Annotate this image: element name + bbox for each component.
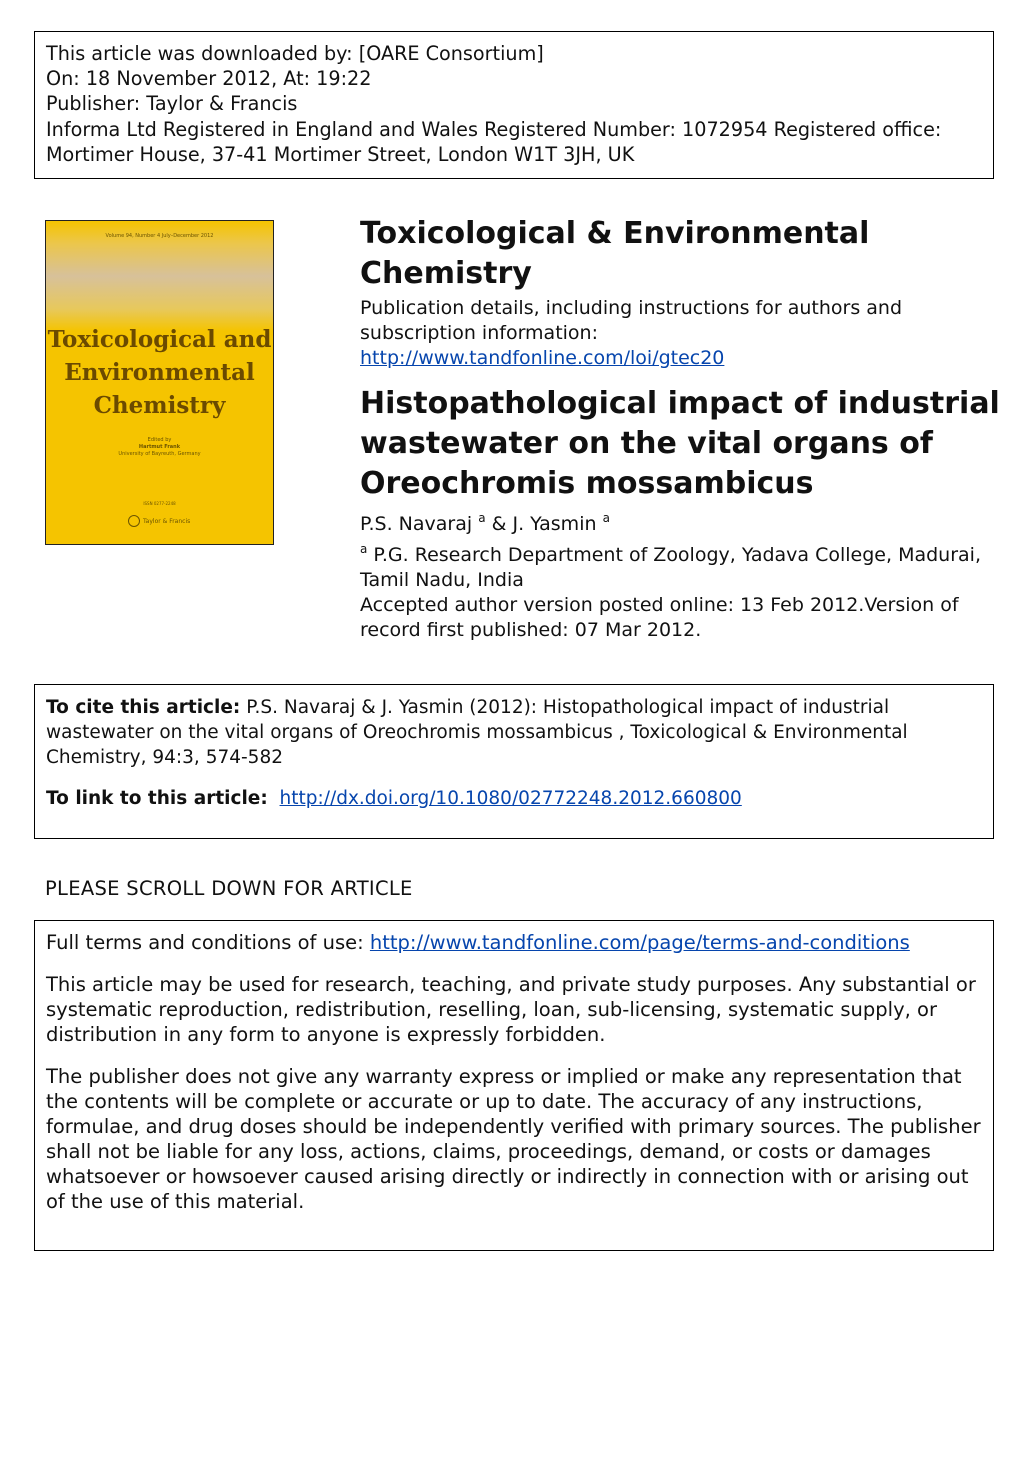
journal-cover-image [45,220,274,545]
download-line: This article was downloaded by: [OARE Consortium] [46,42,544,65]
citation [46,695,982,770]
author-affiliation-marker: a [602,511,610,525]
publication-details-text: Publication details, including instructions for authors and subscription information: [360,297,903,344]
citation-box [34,684,994,839]
cover-editor-name: Hartmut Frank [138,444,181,450]
link-label: To link to this article: [46,788,268,809]
affiliation-text: P.G. Research Department of Zoology, Yadava College, Madurai, Tamil Nadu, India [360,544,981,591]
terms-link[interactable]: http://www.tandfonline.com/page/terms-and-conditions [369,931,910,954]
cover-title-line: Environmental [64,359,255,386]
cover-edited-by: Edited by [147,437,172,443]
affiliation-marker: a [360,542,368,556]
affiliation [360,543,1000,593]
cite-label: To cite this article: [46,697,241,718]
cite-text: P.S. Navaraj & J. Yasmin (2012): Histopathological impact of industrial wastewater on the vital organs of Oreochromis mossambicus , Toxicological & Environmental Chemistry, 94:3, 574-582 [46,697,908,768]
journal-link[interactable]: http://www.tandfonline.com/loi/gtec20 [360,347,725,369]
cover-title [46,323,273,422]
registration-line: Informa Ltd Registered in England and Wales Registered Number: 1072954 Registered office: Mortimer House, 37-41 Mortimer Street, London W1T 3JH, UK [46,117,942,166]
author-affiliation-marker: a [478,511,486,525]
terms-label: Full terms and conditions of use: [46,931,370,954]
cover-editor-affiliation: University of Bayreuth, Germany [118,451,201,457]
cover-title-line: Toxicological and [47,326,272,353]
article-link-row [46,786,982,811]
publication-details [360,296,1000,371]
download-info-box [34,31,994,179]
author-name: P.S. Navaraj [360,513,473,535]
taylor-francis-logo-icon [128,515,140,527]
publication-history: Accepted author version posted online: 13 Feb 2012.Version of record first published: 07 Mar 2012. [360,594,959,641]
publisher-line: Publisher: Taylor & Francis [46,92,298,116]
cover-title-line: Chemistry [93,392,226,419]
doi-link[interactable]: http://dx.doi.org/10.1080/02772248.2012.660800 [279,788,742,809]
author-name: J. Yasmin [512,513,597,535]
author-list [360,512,1000,537]
author-separator: & [485,513,513,535]
disclaimer-paragraph: The publisher does not give any warranty express or implied or make any representation that the contents will be complete or accurate or up to date. The accuracy of any instructions, formulae, and drug doses should be independently verified with primary sources. The publisher shall not be liable for any loss, actions, claims, proceedings, demand, or costs or damages whatsoever or howsoever caused arising directly or indirectly in connection with or arising out of the use of this material. [46,1065,981,1213]
download-date-line: On: 18 November 2012, At: 19:22 [46,67,372,91]
cover-publisher-logo [128,515,190,527]
cover-issn: ISSN 0277-2248 [143,501,176,506]
cover-publisher-name: Taylor & Francis [143,517,191,525]
affiliation-block [360,543,1000,643]
cover-editor-block [46,437,273,458]
cover-volume-line: Volume 94, Number 4 July–December 2012 [105,233,214,239]
usage-paragraph: This article may be used for research, teaching, and private study purposes. Any substantial or systematic reproduction, redistribution, reselling, loan, sub-licensing, systematic supply, or distribution in any form to anyone is expressly forbidden. [46,973,976,1046]
scroll-notice: PLEASE SCROLL DOWN FOR ARTICLE [45,877,413,900]
terms-box [34,920,994,1251]
article-title: Histopathological impact of industrial wastewater on the vital organs of Oreochromis mossambicus [360,386,1000,501]
journal-title: Toxicological & Environmental Chemistry [360,216,870,291]
terms-line [46,930,982,955]
